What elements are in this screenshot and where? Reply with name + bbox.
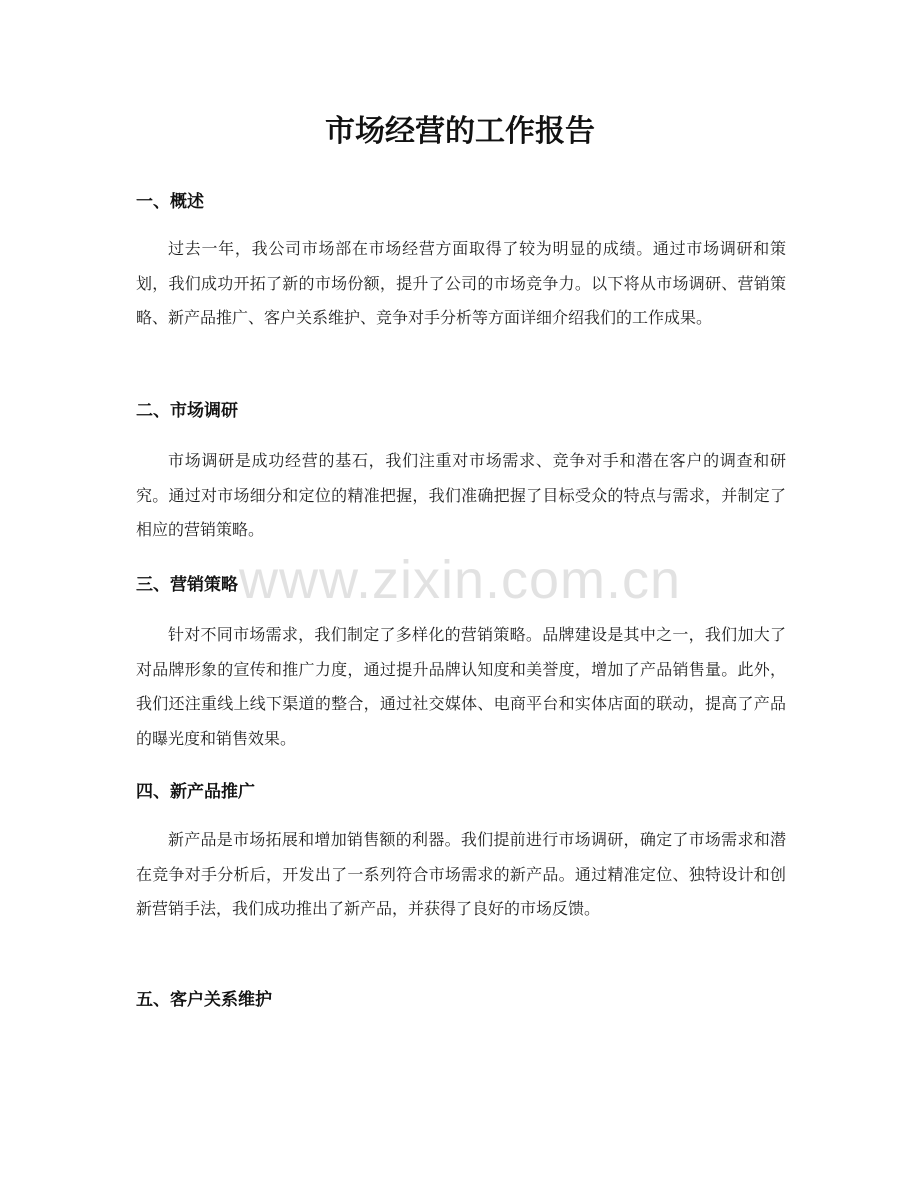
section-heading-marketing-strategy: 三、营销策略 [136, 575, 238, 595]
section-body-overview: 过去一年，我公司市场部在市场经营方面取得了较为明显的成绩。通过市场调研和策划，我们成功开拓了新的市场份额，提升了公司的市场竞争力。以下将从市场调研、营销策略、新产品推广、客户关系维护、竞争对手分析等方面详细介绍我们的工作成果。 [136, 239, 786, 327]
document-title: 市场经营的工作报告 [325, 114, 595, 149]
section-body-market-research: 市场调研是成功经营的基石，我们注重对市场需求、竞争对手和潜在客户的调查和研究。通过对市场细分和定位的精准把握，我们准确把握了目标受众的特点与需求，并制定了相应的营销策略。 [136, 451, 786, 539]
watermark: www.zixin.com.cn [238, 550, 682, 610]
section-body-marketing-strategy: 针对不同市场需求，我们制定了多样化的营销策略。品牌建设是其中之一，我们加大了对品牌形象的宣传和推广力度，通过提升品牌认知度和美誉度，增加了产品销售量。此外，我们还注重线上线下渠道的整合，通过社交媒体、电商平台和实体店面的联动，提高了产品的曝光度和销售效果。 [136, 625, 786, 748]
section-heading-overview: 一、概述 [136, 192, 204, 212]
section-heading-new-product: 四、新产品推广 [136, 782, 255, 802]
section-heading-market-research: 二、市场调研 [136, 401, 238, 421]
section-body-new-product: 新产品是市场拓展和增加销售额的利器。我们提前进行市场调研，确定了市场需求和潜在竞争对手分析后，开发出了一系列符合市场需求的新产品。通过精准定位、独特设计和创新营销手法，我们成功推出了新产品，并获得了良好的市场反馈。 [136, 830, 786, 918]
section-heading-customer-relations: 五、客户关系维护 [136, 990, 272, 1010]
